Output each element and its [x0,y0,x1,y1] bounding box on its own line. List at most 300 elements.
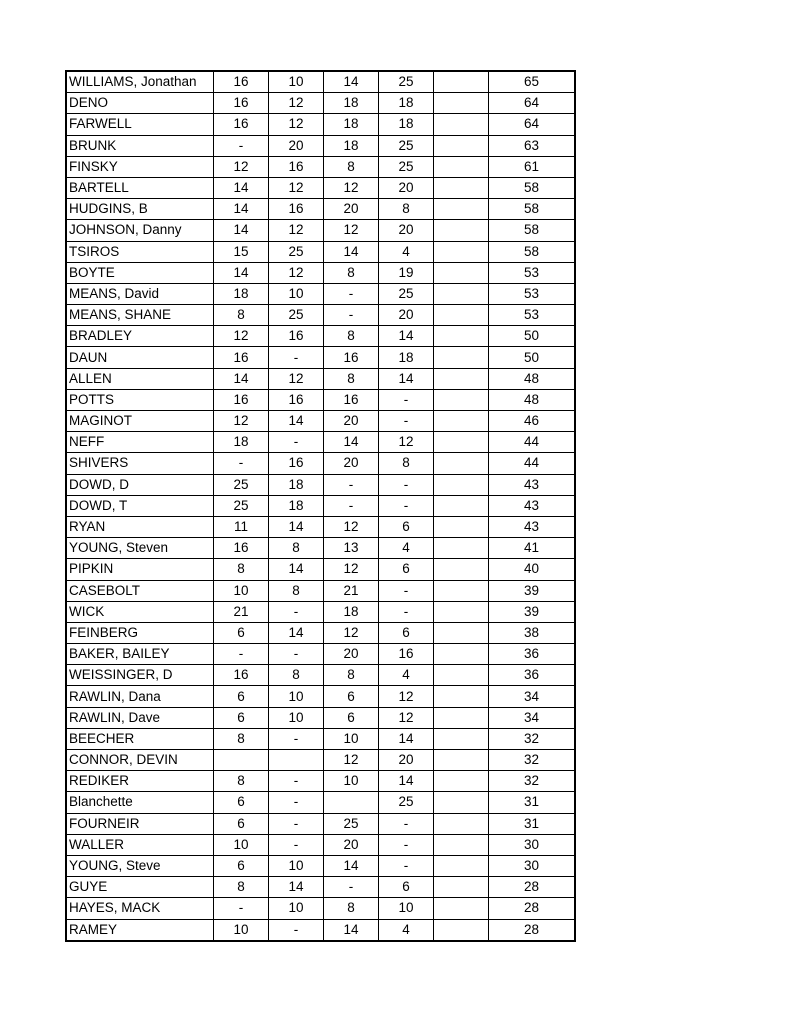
score-cell-4: 10 [379,898,434,919]
score-cell-2: - [269,347,324,368]
score-cell-5 [434,241,489,262]
score-cell-5 [434,665,489,686]
score-cell-3: 12 [324,622,379,643]
score-cell-4: 6 [379,516,434,537]
player-name-cell: CASEBOLT [66,580,214,601]
score-cell-3: 16 [324,389,379,410]
total-cell: 53 [489,283,576,304]
score-cell-2: 12 [269,114,324,135]
score-cell-4: 20 [379,750,434,771]
score-cell-5 [434,453,489,474]
score-cell-2: 14 [269,877,324,898]
total-cell: 36 [489,665,576,686]
score-cell-1: 8 [214,305,269,326]
score-cell-5 [434,580,489,601]
score-cell-1: 6 [214,855,269,876]
score-cell-3: 20 [324,834,379,855]
player-name-cell: HUDGINS, B [66,199,214,220]
score-cell-2: - [269,813,324,834]
score-cell-3: 14 [324,855,379,876]
score-cell-2: 18 [269,495,324,516]
score-cell-1: - [214,453,269,474]
player-name-cell: DOWD, T [66,495,214,516]
score-cell-5 [434,877,489,898]
player-name-cell: RAWLIN, Dave [66,707,214,728]
score-cell-4: 12 [379,432,434,453]
score-cell-4: 20 [379,220,434,241]
score-cell-2: 20 [269,135,324,156]
table-row [66,707,575,728]
score-cell-4: - [379,389,434,410]
total-cell: 39 [489,601,576,622]
table-row [66,389,575,410]
total-cell: 64 [489,114,576,135]
score-cell-5 [434,538,489,559]
score-cell-5 [434,707,489,728]
score-cell-4: 25 [379,792,434,813]
score-cell-4: - [379,834,434,855]
standings-table-body [66,71,575,941]
score-cell-4: 4 [379,665,434,686]
score-cell-5 [434,834,489,855]
score-cell-1 [214,750,269,771]
score-cell-1: 12 [214,411,269,432]
table-row [66,855,575,876]
score-cell-2: 12 [269,262,324,283]
score-cell-1: 8 [214,728,269,749]
score-cell-2: 12 [269,93,324,114]
score-cell-3: - [324,877,379,898]
score-cell-2: - [269,432,324,453]
score-cell-5 [434,156,489,177]
table-row [66,262,575,283]
score-cell-5 [434,559,489,580]
player-name-cell: Blanchette [66,792,214,813]
table-row [66,728,575,749]
total-cell: 36 [489,644,576,665]
score-cell-3: - [324,305,379,326]
score-cell-2: 14 [269,411,324,432]
score-cell-1: 16 [214,71,269,93]
table-row [66,305,575,326]
score-cell-1: 10 [214,580,269,601]
total-cell: 34 [489,707,576,728]
score-cell-1: 16 [214,114,269,135]
score-cell-5 [434,432,489,453]
score-cell-1: 16 [214,538,269,559]
table-row [66,283,575,304]
score-cell-2: 14 [269,559,324,580]
table-row [66,813,575,834]
total-cell: 32 [489,728,576,749]
score-cell-1: 8 [214,877,269,898]
player-name-cell: WILLIAMS, Jonathan [66,71,214,93]
score-cell-1: 16 [214,93,269,114]
table-row [66,877,575,898]
score-cell-5 [434,644,489,665]
score-cell-5 [434,622,489,643]
score-cell-4: - [379,813,434,834]
score-cell-3: 12 [324,220,379,241]
score-cell-3: 10 [324,728,379,749]
score-cell-2: 18 [269,474,324,495]
score-cell-4: 8 [379,199,434,220]
score-cell-4: 14 [379,326,434,347]
score-cell-2: - [269,771,324,792]
total-cell: 58 [489,177,576,198]
table-row [66,898,575,919]
total-cell: 30 [489,834,576,855]
score-cell-3: 18 [324,135,379,156]
score-cell-3: 14 [324,919,379,941]
score-cell-3: 12 [324,516,379,537]
table-row [66,792,575,813]
table-row [66,834,575,855]
score-cell-1: 6 [214,792,269,813]
score-cell-5 [434,177,489,198]
score-cell-5 [434,262,489,283]
score-cell-3: 21 [324,580,379,601]
total-cell: 43 [489,516,576,537]
score-cell-3: 18 [324,601,379,622]
player-name-cell: MEANS, SHANE [66,305,214,326]
score-cell-1: 16 [214,665,269,686]
score-cell-5 [434,686,489,707]
score-cell-1: 10 [214,919,269,941]
player-name-cell: BEECHER [66,728,214,749]
total-cell: 48 [489,368,576,389]
score-cell-5 [434,919,489,941]
score-cell-4: 25 [379,71,434,93]
score-cell-2: 25 [269,241,324,262]
score-cell-1: 25 [214,474,269,495]
score-cell-2: 14 [269,516,324,537]
score-cell-2: - [269,919,324,941]
total-cell: 53 [489,305,576,326]
score-cell-3: 8 [324,368,379,389]
score-cell-3: 20 [324,644,379,665]
score-cell-2: 16 [269,389,324,410]
player-name-cell: BRUNK [66,135,214,156]
total-cell: 44 [489,432,576,453]
score-cell-4: 25 [379,156,434,177]
total-cell: 32 [489,750,576,771]
player-name-cell: SHIVERS [66,453,214,474]
score-cell-2: 10 [269,71,324,93]
player-name-cell: POTTS [66,389,214,410]
total-cell: 28 [489,877,576,898]
player-name-cell: RYAN [66,516,214,537]
score-cell-3: 16 [324,347,379,368]
player-name-cell: BOYTE [66,262,214,283]
total-cell: 30 [489,855,576,876]
standings-table [65,70,576,942]
player-name-cell: PIPKIN [66,559,214,580]
score-cell-3: 8 [324,156,379,177]
player-name-cell: DAUN [66,347,214,368]
total-cell: 61 [489,156,576,177]
score-cell-2: 14 [269,622,324,643]
table-row [66,474,575,495]
score-cell-2: 16 [269,326,324,347]
total-cell: 53 [489,262,576,283]
table-row [66,135,575,156]
score-cell-2: - [269,792,324,813]
table-row [66,411,575,432]
table-row [66,177,575,198]
table-row [66,686,575,707]
score-cell-4: 18 [379,114,434,135]
score-cell-5 [434,114,489,135]
player-name-cell: RAMEY [66,919,214,941]
score-cell-2: 10 [269,686,324,707]
score-cell-1: - [214,898,269,919]
score-cell-3: 12 [324,177,379,198]
total-cell: 48 [489,389,576,410]
score-cell-5 [434,601,489,622]
player-name-cell: WALLER [66,834,214,855]
table-row [66,453,575,474]
score-cell-3: 8 [324,326,379,347]
table-row [66,93,575,114]
score-cell-2: 12 [269,368,324,389]
score-cell-4: 20 [379,177,434,198]
score-cell-5 [434,389,489,410]
score-cell-1: 18 [214,432,269,453]
score-cell-2: - [269,644,324,665]
score-cell-4: - [379,580,434,601]
score-cell-5 [434,855,489,876]
score-cell-4: 6 [379,877,434,898]
table-row [66,516,575,537]
score-cell-1: 8 [214,771,269,792]
score-cell-1: 16 [214,347,269,368]
score-cell-4: 16 [379,644,434,665]
score-cell-3: 18 [324,93,379,114]
player-name-cell: MAGINOT [66,411,214,432]
score-cell-1: 14 [214,199,269,220]
score-cell-4: 18 [379,93,434,114]
score-cell-4: 4 [379,919,434,941]
score-cell-5 [434,750,489,771]
total-cell: 31 [489,813,576,834]
table-row [66,432,575,453]
table-row [66,665,575,686]
score-cell-1: 6 [214,622,269,643]
player-name-cell: FARWELL [66,114,214,135]
score-cell-3: 20 [324,453,379,474]
score-cell-3: 18 [324,114,379,135]
score-cell-5 [434,220,489,241]
score-cell-3: - [324,495,379,516]
table-row [66,750,575,771]
score-cell-5 [434,495,489,516]
score-cell-5 [434,813,489,834]
score-cell-3: 25 [324,813,379,834]
total-cell: 43 [489,495,576,516]
score-cell-2: 16 [269,453,324,474]
table-row [66,622,575,643]
score-cell-2: 8 [269,580,324,601]
player-name-cell: BAKER, BAILEY [66,644,214,665]
score-cell-1: 6 [214,707,269,728]
score-cell-4: 25 [379,135,434,156]
player-name-cell: MEANS, David [66,283,214,304]
score-cell-3: 12 [324,559,379,580]
total-cell: 40 [489,559,576,580]
score-cell-1: 25 [214,495,269,516]
score-cell-4: 4 [379,241,434,262]
table-row [66,580,575,601]
score-cell-1: 12 [214,156,269,177]
score-cell-2: 10 [269,707,324,728]
table-row [66,326,575,347]
score-cell-1: 8 [214,559,269,580]
score-cell-4: 6 [379,559,434,580]
player-name-cell: HAYES, MACK [66,898,214,919]
score-cell-2: 12 [269,220,324,241]
table-row [66,919,575,941]
score-cell-2: - [269,728,324,749]
table-row [66,241,575,262]
total-cell: 28 [489,919,576,941]
score-cell-1: 14 [214,177,269,198]
total-cell: 65 [489,71,576,93]
score-cell-1: 18 [214,283,269,304]
score-cell-5 [434,728,489,749]
score-cell-2: 10 [269,283,324,304]
score-cell-5 [434,792,489,813]
score-cell-2: - [269,601,324,622]
player-name-cell: GUYE [66,877,214,898]
table-row [66,495,575,516]
table-row [66,538,575,559]
score-cell-1: 6 [214,686,269,707]
player-name-cell: CONNOR, DEVIN [66,750,214,771]
total-cell: 28 [489,898,576,919]
table-row [66,601,575,622]
player-name-cell: BRADLEY [66,326,214,347]
score-cell-4: 6 [379,622,434,643]
player-name-cell: DOWD, D [66,474,214,495]
score-cell-2: - [269,834,324,855]
score-cell-3: 10 [324,771,379,792]
score-cell-2: 10 [269,898,324,919]
score-cell-1: 12 [214,326,269,347]
total-cell: 43 [489,474,576,495]
score-cell-2: 8 [269,665,324,686]
score-cell-4: - [379,601,434,622]
score-cell-5 [434,898,489,919]
score-cell-3: 6 [324,707,379,728]
player-name-cell: FINSKY [66,156,214,177]
score-cell-1: 15 [214,241,269,262]
score-cell-3: 13 [324,538,379,559]
score-cell-4: - [379,474,434,495]
score-cell-4: - [379,495,434,516]
score-cell-2: 8 [269,538,324,559]
player-name-cell: BARTELL [66,177,214,198]
score-cell-1: - [214,644,269,665]
score-cell-1: 11 [214,516,269,537]
score-cell-1: 6 [214,813,269,834]
player-name-cell: RAWLIN, Dana [66,686,214,707]
player-name-cell: YOUNG, Steven [66,538,214,559]
score-cell-5 [434,474,489,495]
score-cell-4: 20 [379,305,434,326]
player-name-cell: TSIROS [66,241,214,262]
score-cell-3: 14 [324,432,379,453]
score-cell-4: 19 [379,262,434,283]
score-cell-4: 14 [379,728,434,749]
score-cell-1: 14 [214,368,269,389]
score-cell-5 [434,347,489,368]
score-cell-2: 12 [269,177,324,198]
table-row [66,771,575,792]
total-cell: 63 [489,135,576,156]
score-cell-3: 20 [324,411,379,432]
score-cell-4: 14 [379,368,434,389]
total-cell: 46 [489,411,576,432]
score-cell-4: 18 [379,347,434,368]
score-cell-5 [434,771,489,792]
score-cell-4: 12 [379,707,434,728]
score-cell-1: 21 [214,601,269,622]
score-cell-2: 10 [269,855,324,876]
table-row [66,644,575,665]
player-name-cell: DENO [66,93,214,114]
score-cell-5 [434,411,489,432]
table-row [66,347,575,368]
total-cell: 41 [489,538,576,559]
total-cell: 38 [489,622,576,643]
player-name-cell: YOUNG, Steve [66,855,214,876]
table-row [66,114,575,135]
player-name-cell: JOHNSON, Danny [66,220,214,241]
table-row [66,156,575,177]
total-cell: 58 [489,199,576,220]
score-cell-4: 12 [379,686,434,707]
player-name-cell: NEFF [66,432,214,453]
total-cell: 32 [489,771,576,792]
table-row [66,199,575,220]
score-cell-3: - [324,474,379,495]
total-cell: 50 [489,326,576,347]
table-row [66,71,575,93]
score-cell-3: 14 [324,241,379,262]
score-cell-5 [434,305,489,326]
player-name-cell: FEINBERG [66,622,214,643]
score-cell-5 [434,93,489,114]
total-cell: 50 [489,347,576,368]
player-name-cell: FOURNEIR [66,813,214,834]
player-name-cell: ALLEN [66,368,214,389]
player-name-cell: WICK [66,601,214,622]
score-cell-4: - [379,411,434,432]
score-cell-3: - [324,283,379,304]
player-name-cell: WEISSINGER, D [66,665,214,686]
score-cell-5 [434,368,489,389]
score-cell-1: 10 [214,834,269,855]
score-cell-5 [434,135,489,156]
score-cell-5 [434,516,489,537]
total-cell: 31 [489,792,576,813]
score-cell-1: 14 [214,262,269,283]
table-row [66,368,575,389]
player-name-cell: REDIKER [66,771,214,792]
score-cell-4: 14 [379,771,434,792]
score-cell-3: 12 [324,750,379,771]
